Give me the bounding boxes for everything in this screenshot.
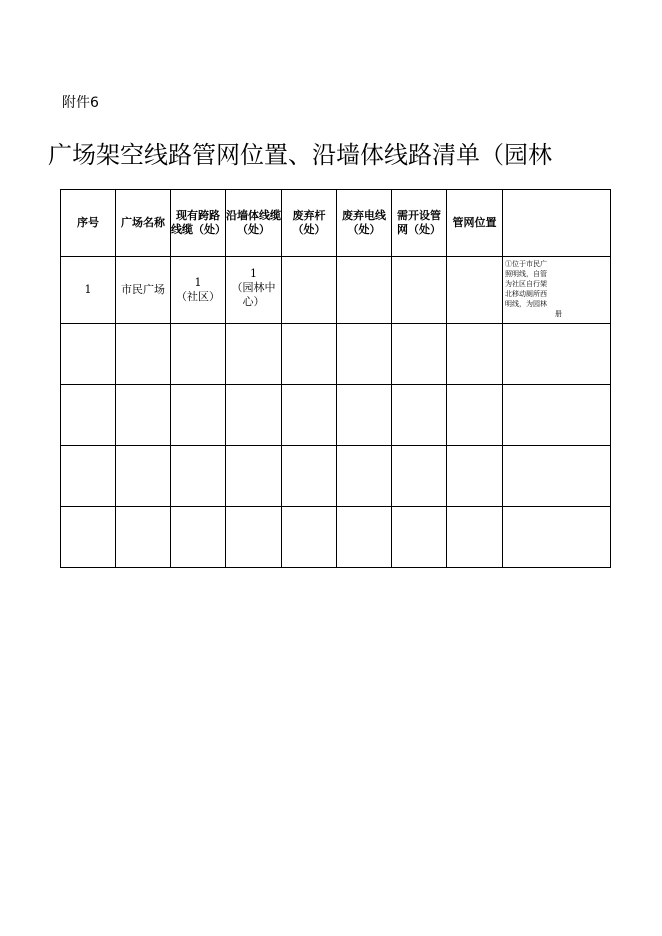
remark-line: 照明线，自管 [505, 270, 547, 278]
remark-line: 为社区自行架 [505, 280, 547, 288]
wall-count: 1 [250, 267, 257, 280]
header-seq: 序号 [61, 190, 116, 257]
cell-new-conduit [392, 257, 447, 324]
cell-remarks [503, 257, 611, 324]
title-clip [48, 140, 558, 176]
header-plaza-name: 广场名称 [116, 190, 171, 257]
cell-abandoned-wires [337, 257, 392, 324]
header-new-conduit: 需开设管网（处） [392, 190, 447, 257]
cross-count: 1 [194, 276, 202, 289]
header-cross-road-cables: 现有跨路线缆（处） [171, 190, 226, 257]
table-row [61, 257, 611, 324]
attachment-label: 附件6 [62, 95, 99, 111]
table-row [61, 385, 611, 446]
document-title: 广场架空线路管网位置、沿墙体线路清单（园林 [48, 141, 552, 169]
table-viewport [60, 189, 562, 562]
cross-note: （社区） [176, 290, 220, 303]
wall-note: （园林中心） [231, 281, 276, 308]
cell-plaza-name: 市民广场 [116, 257, 171, 324]
header-row [61, 190, 611, 257]
cell-conduit-location [447, 257, 503, 324]
inventory-table [60, 189, 611, 568]
cell-seq: 1 [61, 257, 116, 324]
table-row [61, 507, 611, 568]
remark-line: 册 [555, 310, 562, 318]
remark-line: ①位于市民广 [505, 260, 547, 268]
table-row [61, 446, 611, 507]
header-remarks [503, 190, 611, 257]
header-conduit-location: 管网位置 [447, 190, 503, 257]
header-wall-cables: 沿墙体线缆（处） [226, 190, 282, 257]
cell-abandoned-poles [282, 257, 337, 324]
cell-wall-cables [226, 257, 282, 324]
table-row [61, 324, 611, 385]
header-abandoned-poles: 废弃杆（处） [282, 190, 337, 257]
remark-line: 明线，为园林 [505, 300, 547, 308]
cell-cross-road-cables [171, 257, 226, 324]
remark-line: 北移动厕所西 [505, 290, 547, 298]
header-abandoned-wires: 废弃电线（处） [337, 190, 392, 257]
